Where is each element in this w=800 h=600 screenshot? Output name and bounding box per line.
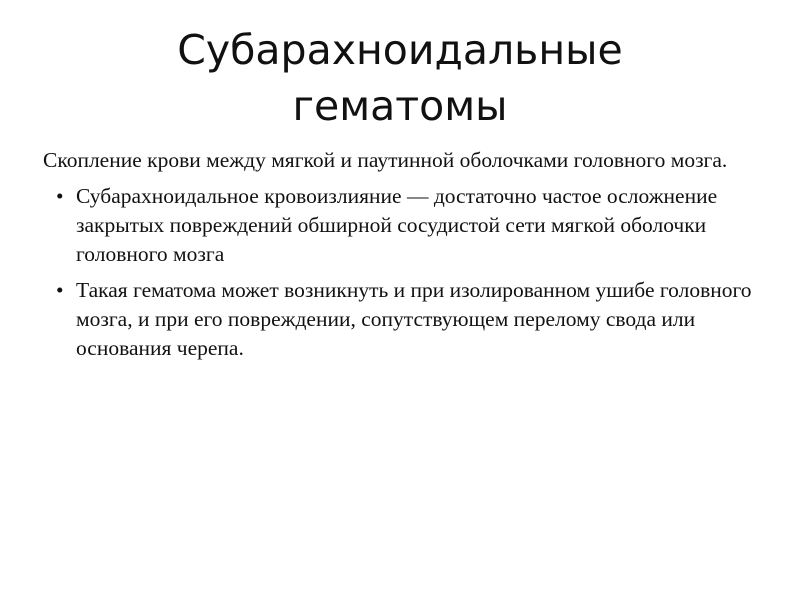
slide-title-line-1: Субарахноидальные — [177, 26, 623, 74]
slide-title-line-2: гематомы — [292, 82, 508, 130]
slide-body — [43, 146, 763, 370]
bullet-marker: • — [56, 184, 64, 208]
bullet-marker: • — [56, 278, 64, 302]
slide-title — [40, 22, 760, 134]
bullet-text: Субарахноидальное кровоизлияние — достаточно частое осложнение закрытых повреждений обширной сосудистой сети мягкой оболочки головного мозга — [76, 184, 718, 266]
bullet-text: Такая гематома может возникнуть и при изолированном ушибе головного мозга, и при его повреждении, сопутствующем перелому свода или основания черепа. — [76, 278, 752, 360]
bullet-item — [43, 276, 763, 363]
intro-paragraph: Скопление крови между мягкой и паутинной оболочками головного мозга. — [43, 148, 728, 172]
bullet-item — [43, 182, 763, 269]
